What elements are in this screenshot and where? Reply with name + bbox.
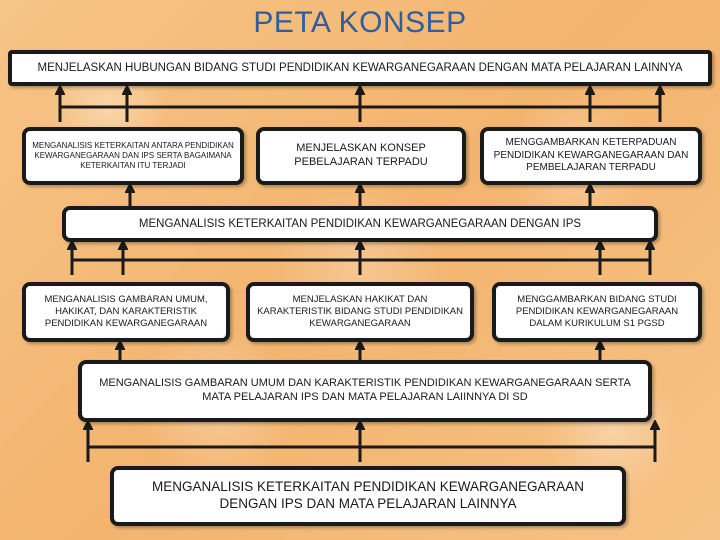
lower-objective-box: [78, 360, 652, 422]
row2-box-3-text: MENGGAMBARKAN BIDANG STUDI PENDIDIKAN KEWARGANEGARAAN DALAM KURIKULUM S1 PGSD: [515, 294, 679, 329]
row2-box-2-text: MENJELASKAN HAKIKAT DAN KARAKTERISTIK BIDANG STUDI PENDIDIKAN KEWARGANEGARAAN: [257, 294, 463, 329]
lower-objective-text: MENGANALISIS GAMBARAN UMUM DAN KARAKTERISTIK PENDIDIKAN KEWARGANEGARAAN SERTA MATA PELAJARAN IPS DAN MATA PELAJARAN LAIINNYA DI SD: [99, 377, 631, 403]
row1-box-1-text: MENGANALISIS KETERKAITAN ANTARA PENDIDIKAN KEWARGANEGARAAN DAN IPS SERTA BAGAIMANA KETERKAITAN ITU TERJADI: [32, 141, 234, 170]
top-objective-box: [8, 50, 712, 86]
row2-box-3: [492, 282, 702, 342]
row1-box-3: [480, 127, 702, 185]
top-objective-text: MENJELASKAN HUBUNGAN BIDANG STUDI PENDIDIKAN KEWARGANEGARAAN DENGAN MATA PELAJARAN LAINNYA: [37, 61, 683, 74]
mid-objective-text: MENGANALISIS KETERKAITAN PENDIDIKAN KEWARGANEGARAAN DENGAN IPS: [138, 217, 582, 230]
row2-box-1-text: MENGANALISIS GAMBARAN UMUM, HAKIKAT, DAN KARAKTERISTIK PENDIDIKAN KEWARGANEGARAAN: [44, 294, 208, 329]
row2-box-1: [22, 282, 230, 342]
row1-box-3-text: MENGGAMBARKAN KETERPADUAN PENDIDIKAN KEWARGANEGARAAN DAN PEMBELAJARAN TERPADU: [493, 137, 689, 174]
row2-box-2: [246, 282, 474, 342]
row1-box-2-text: MENJELASKAN KONSEP PEBELAJARAN TERPADU: [294, 142, 428, 168]
row1-box-2: [256, 127, 466, 185]
bottom-objective-text: MENGANALISIS KETERKAITAN PENDIDIKAN KEWARGANEGARAAN DENGAN IPS DAN MATA PELAJARAN LAINNYA: [151, 479, 585, 511]
row1-box-1: [22, 127, 244, 185]
mid-objective-box: [62, 206, 658, 242]
page-title: PETA KONSEP: [253, 6, 467, 39]
bottom-objective-box: [110, 466, 626, 526]
